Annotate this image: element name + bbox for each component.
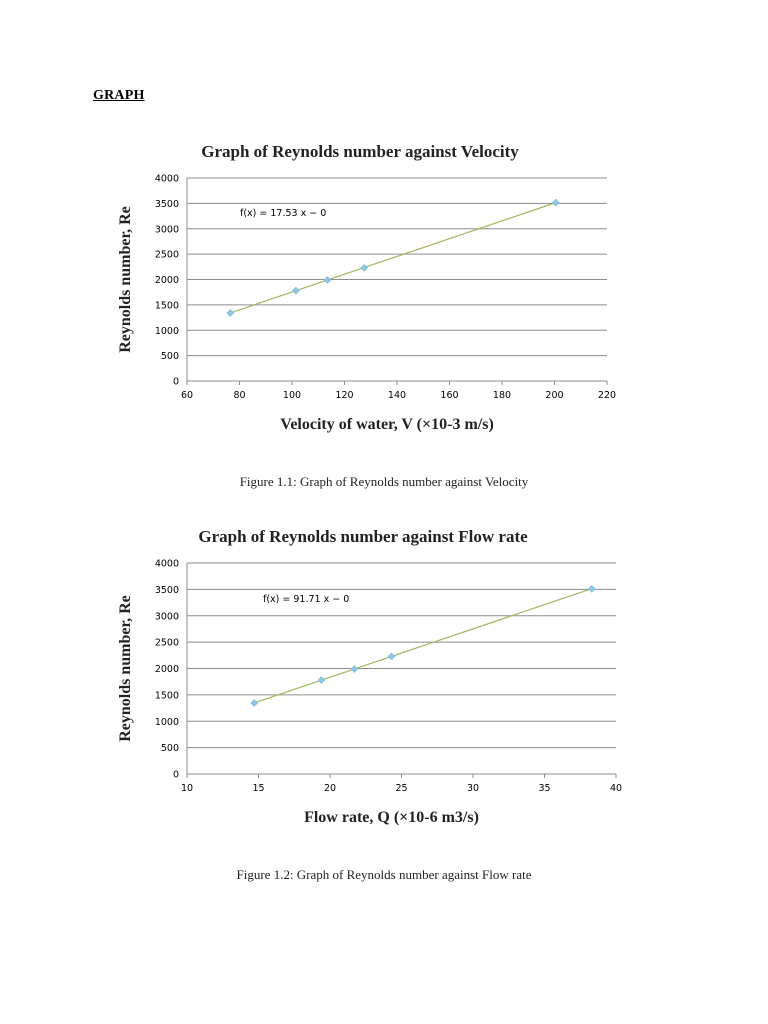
y-tick-label: 1000 [154,325,179,337]
data-point [318,677,325,684]
x-tick-label: 200 [545,390,564,401]
data-point [351,666,358,673]
y-tick-label: 1500 [154,690,179,702]
x-axis-label: Flow rate, Q (×10-6 m3/s) [304,809,479,826]
chart-reynolds-vs-flow-rate [0,520,768,835]
trendline [254,589,591,703]
x-tick-label: 220 [597,390,617,401]
y-tick-label: 2000 [154,664,179,675]
x-tick-label: 60 [180,390,194,401]
y-tick-label: 500 [160,743,179,755]
x-tick-label: 100 [282,390,302,401]
y-axis-label: Reynolds number, Re [117,206,134,353]
chart-title: Graph of Reynolds number against Flow rate [198,527,528,546]
y-tick-label: 0 [172,769,179,781]
x-tick-label: 35 [538,783,551,794]
trendline [230,203,556,313]
x-tick-label: 120 [335,390,354,401]
x-tick-label: 20 [323,783,337,794]
chart-title: Graph of Reynolds number against Velocity [201,142,519,161]
data-point [361,264,368,271]
y-tick-label: 2500 [154,637,179,649]
x-tick-label: 80 [233,390,246,401]
data-point [588,585,595,592]
x-tick-label: 180 [492,390,512,401]
data-point [293,287,300,294]
trendline-equation: f(x) = 17.53 x − 0 [240,208,327,219]
chart-reynolds-vs-velocity [0,135,768,445]
y-tick-label: 3500 [154,198,179,210]
data-point [227,310,234,317]
y-tick-label: 3500 [154,584,179,596]
figure-caption-2: Figure 1.2: Graph of Reynolds number against Flow rate [236,867,532,882]
y-tick-label: 2000 [154,275,179,286]
figure-caption-1: Figure 1.1: Graph of Reynolds number against Velocity [239,474,529,489]
data-point [552,199,559,206]
x-axis-label: Velocity of water, V (×10-3 m/s) [280,416,494,433]
data-point [324,277,331,284]
data-point [251,700,258,707]
y-tick-label: 3000 [154,611,179,623]
y-axis-label: Reynolds number, Re [117,595,134,742]
y-tick-label: 4000 [154,558,179,570]
x-tick-label: 40 [609,783,623,794]
x-tick-label: 30 [466,783,480,794]
x-tick-label: 15 [252,783,265,794]
x-tick-label: 10 [180,783,194,794]
y-tick-label: 2500 [154,249,179,261]
y-tick-label: 3000 [154,224,179,236]
data-point [388,653,395,660]
x-tick-label: 25 [395,783,408,794]
x-tick-label: 160 [440,390,459,401]
y-tick-label: 1500 [154,300,179,312]
y-tick-label: 0 [172,376,179,388]
trendline-equation: f(x) = 91.71 x − 0 [263,594,350,605]
y-tick-label: 1000 [154,716,179,728]
x-tick-label: 140 [387,390,407,401]
graph-heading: GRAPH [93,88,145,103]
y-tick-label: 4000 [154,173,179,185]
y-tick-label: 500 [160,351,179,363]
